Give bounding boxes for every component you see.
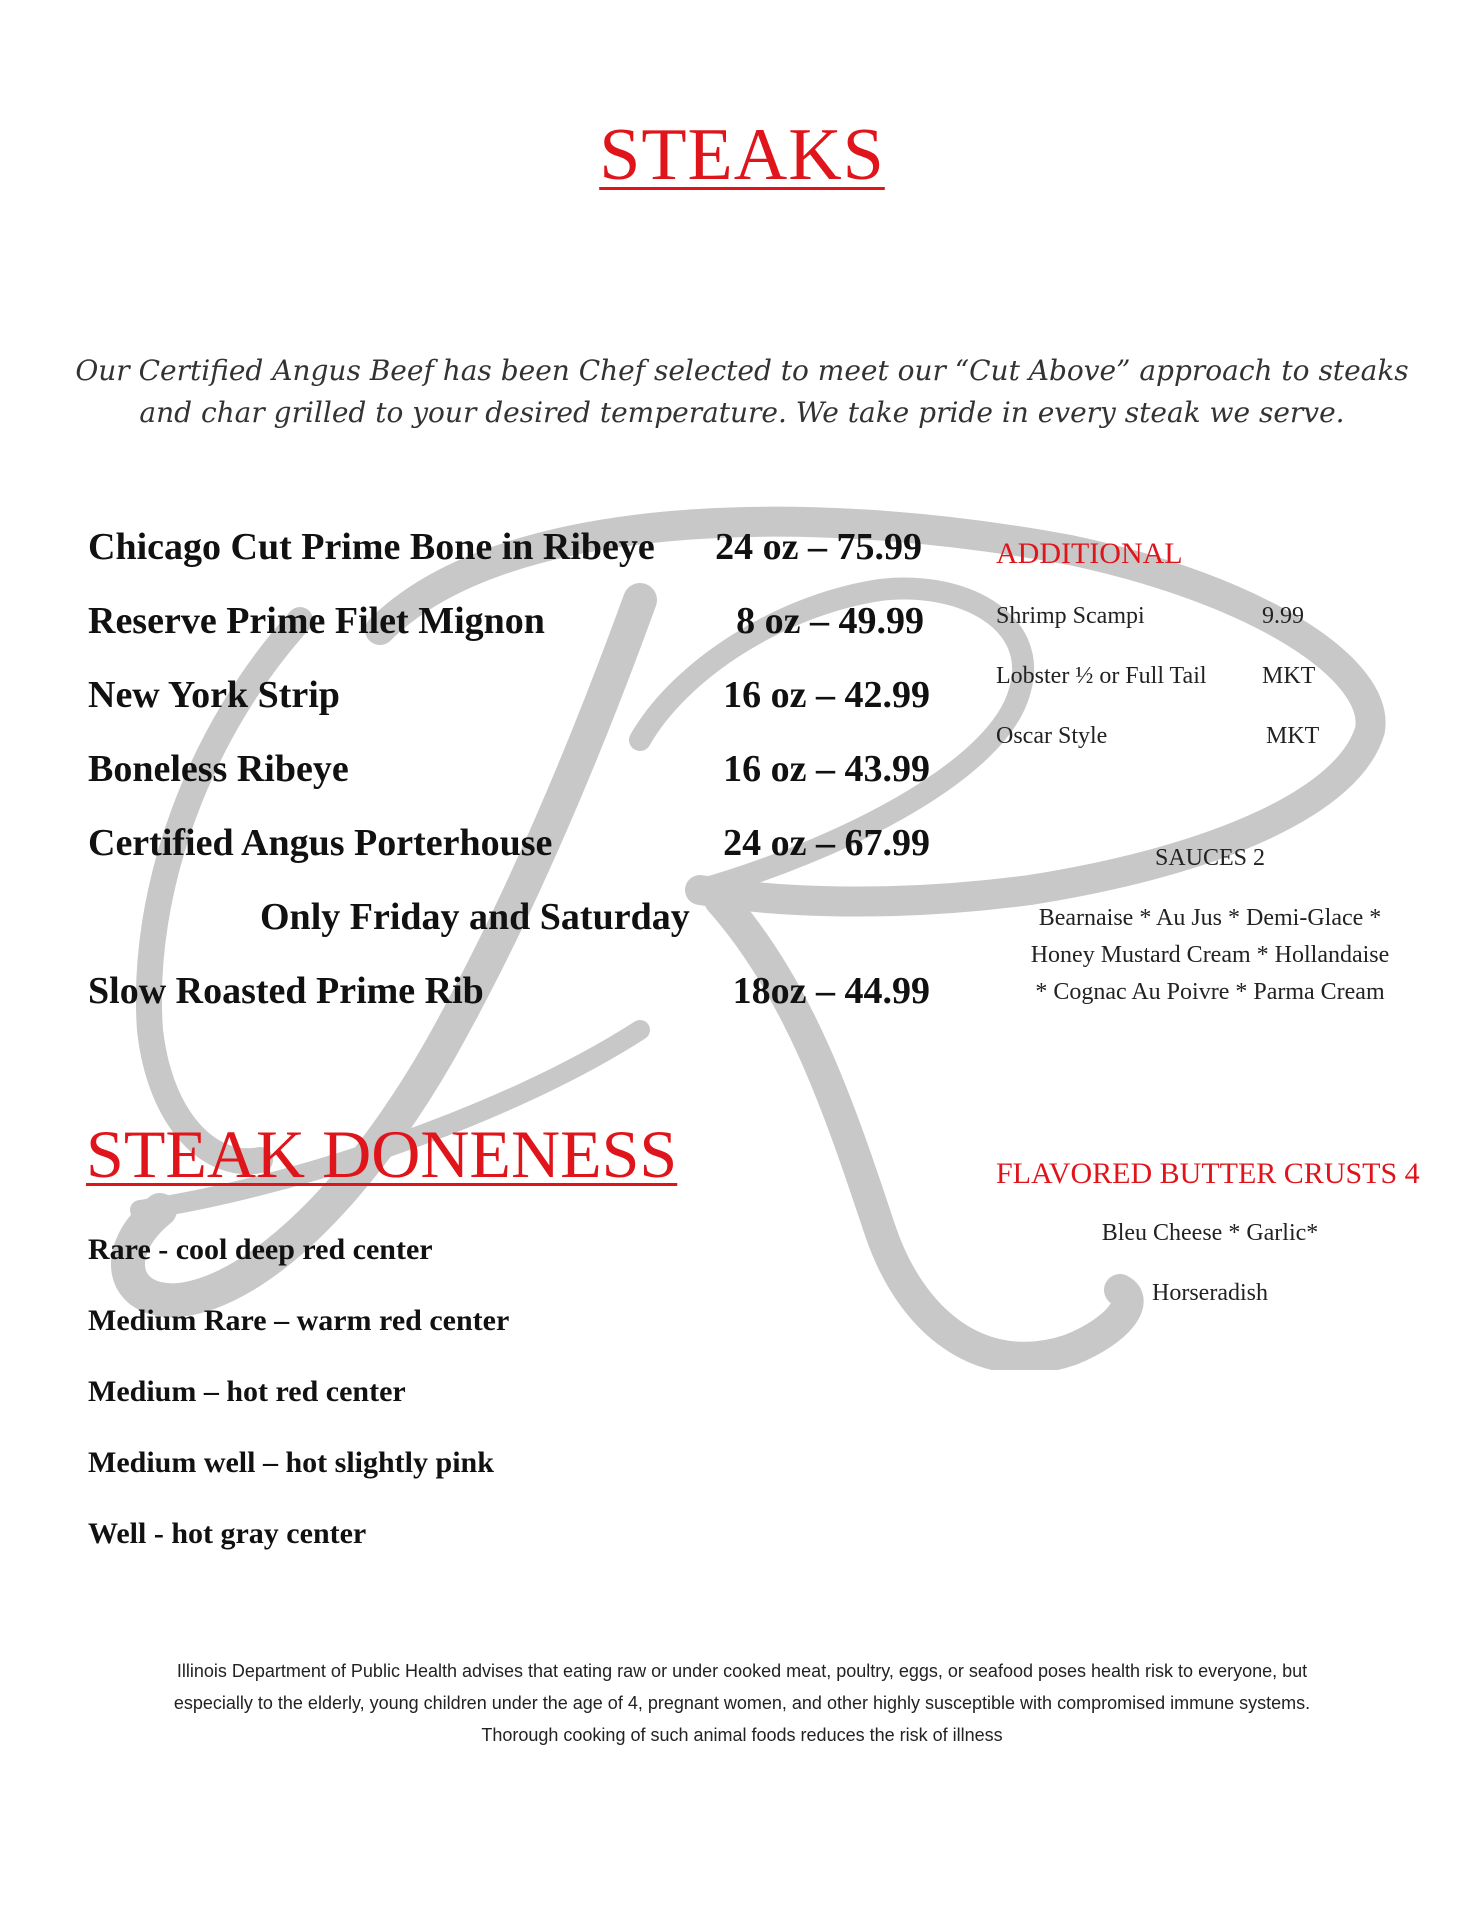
health-disclaimer [60,1655,1424,1751]
steak-price: 16 oz – 43.99 [723,748,930,790]
intro-text [60,350,1424,434]
steak-name: Boneless Ribeye [88,748,349,790]
doneness-item: Medium – hot red center [88,1375,406,1408]
steak-name: Reserve Prime Filet Mignon [88,600,545,642]
doneness-item: Medium Rare – warm red center [88,1304,510,1337]
steak-row-new-york-strip [88,670,938,720]
steak-price: 24 oz – 75.99 [715,526,922,568]
steak-name: Slow Roasted Prime Rib [88,970,484,1012]
intro-line: and char grilled to your desired temperature. We take pride in every steak we serve. [139,396,1345,429]
doneness-title: STEAK DONENESS [86,1116,678,1192]
steak-name: Certified Angus Porterhouse [88,822,553,864]
additional-item-price: 9.99 [1262,603,1304,629]
disclaimer-line: Thorough cooking of such animal foods reduces the risk of illness [481,1725,1003,1745]
additional-item [996,718,1326,754]
doneness-item: Medium well – hot slightly pink [88,1446,494,1479]
sauces-list [990,900,1430,1011]
additional-item-name: Shrimp Scampi [996,603,1145,629]
steak-row-boneless-ribeye [88,744,938,794]
steak-price: 24 oz – 67.99 [723,822,930,864]
steak-row-porterhouse [88,818,938,868]
doneness-item: Well - hot gray center [88,1517,367,1550]
additional-item-name: Oscar Style [996,723,1108,749]
sauces-line: * Cognac Au Poivre * Parma Cream [1035,979,1385,1005]
steak-price: 18oz – 44.99 [732,970,930,1012]
steak-price: 8 oz – 49.99 [736,600,924,642]
steak-row-prime-rib [88,966,938,1016]
porterhouse-availability-note: Only Friday and Saturday [260,896,690,938]
additional-item-price: MKT [1262,663,1316,689]
butter-crusts-heading: FLAVORED BUTTER CRUSTS 4 [996,1157,1420,1190]
additional-item-name: Lobster ½ or Full Tail [996,663,1207,689]
additional-item [996,598,1326,634]
steak-row-ribeye-bone-in [88,522,938,572]
sauces-line: Bearnaise * Au Jus * Demi-Glace * [1038,905,1382,931]
steak-name: Chicago Cut Prime Bone in Ribeye [88,526,655,568]
intro-line: Our Certified Angus Beef has been Chef selected to meet our “Cut Above” approach to steaks [75,354,1409,387]
disclaimer-line: Illinois Department of Public Health advises that eating raw or under cooked meat, poultry, eggs, or seafood poses health risk to everyone, but [176,1661,1308,1681]
additional-item-price: MKT [1266,723,1320,749]
page-title: STEAKS [599,114,885,196]
butter-crusts-item: Horseradish [1152,1280,1268,1306]
disclaimer-line: especially to the elderly, young children under the age of 4, pregnant women, and other highly susceptible with compromised immune systems. [173,1693,1311,1713]
butter-crusts-item: Bleu Cheese * Garlic* [1101,1220,1319,1246]
additional-item [996,658,1326,694]
additional-heading: ADDITIONAL [996,537,1183,570]
steak-price: 16 oz – 42.99 [723,674,930,716]
steak-row-filet-mignon [88,596,938,646]
sauces-heading: SAUCES 2 [1154,845,1266,871]
steak-name: New York Strip [88,674,340,716]
sauces-line: Honey Mustard Cream * Hollandaise [1030,942,1390,968]
doneness-item: Rare - cool deep red center [88,1233,433,1266]
